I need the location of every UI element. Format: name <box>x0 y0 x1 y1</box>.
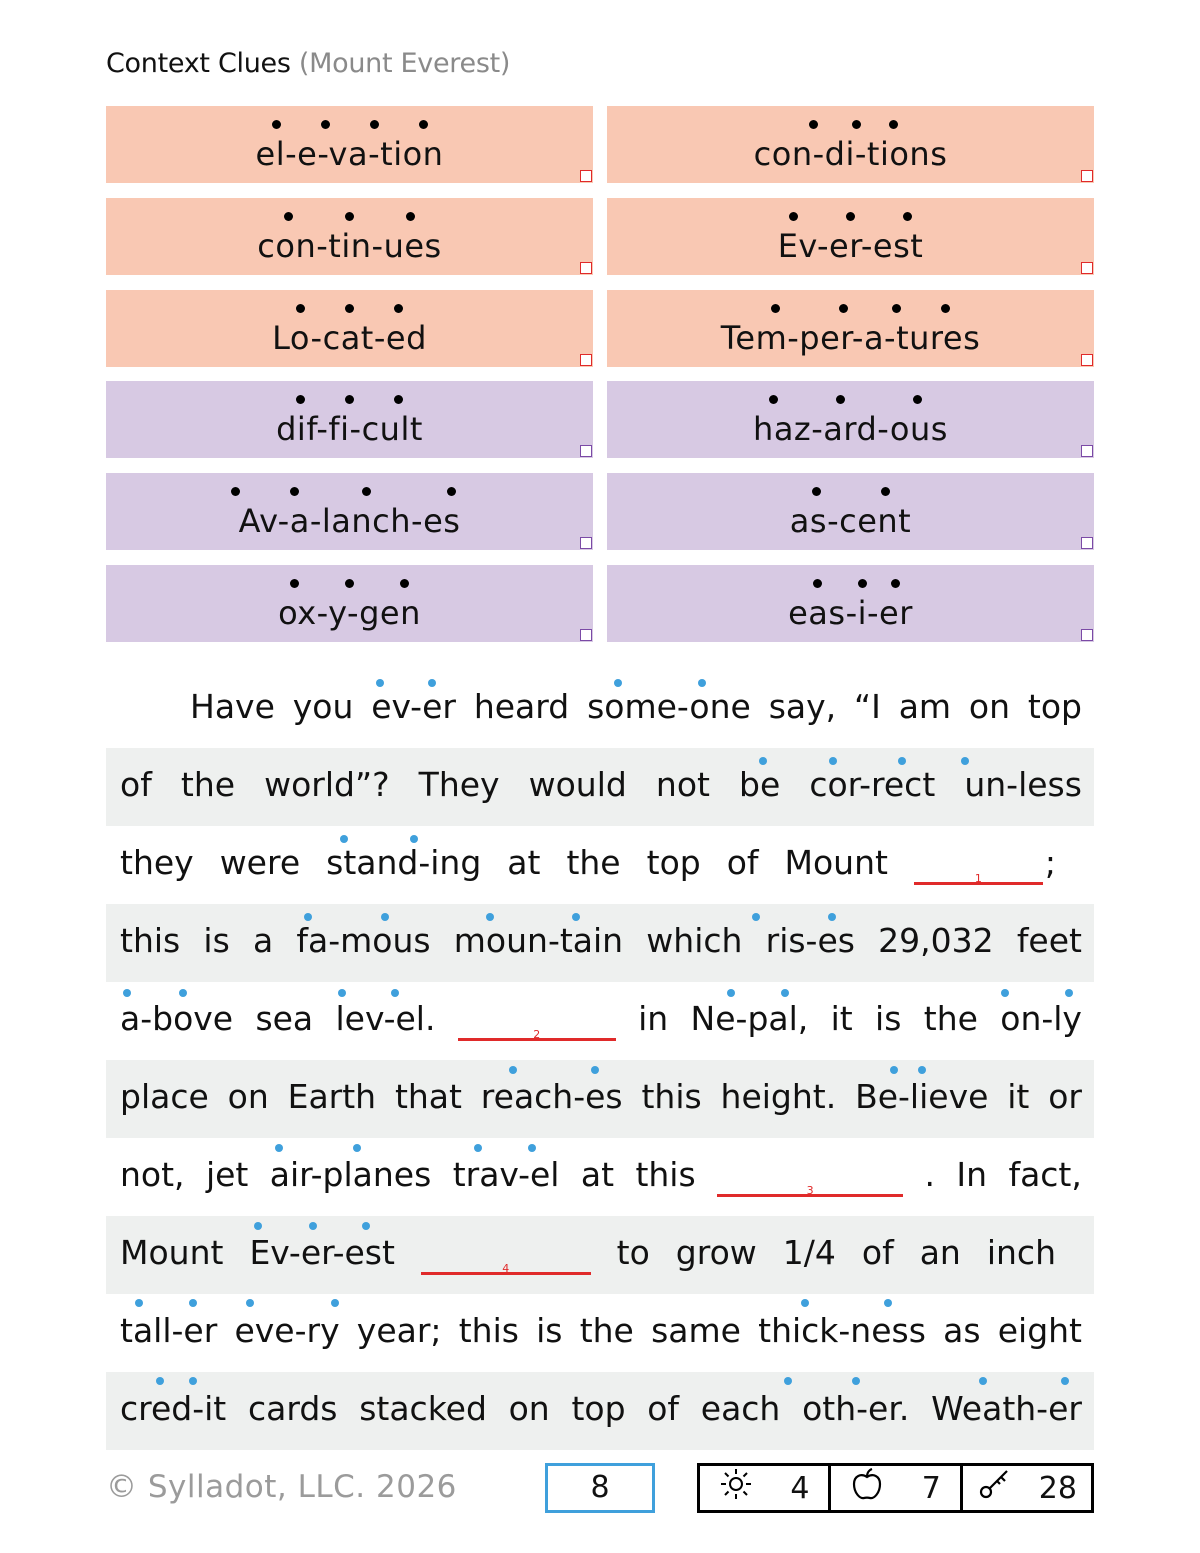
passage-word: say, <box>768 687 837 726</box>
word-text: Ev-er-est <box>777 227 924 265</box>
syllable-dot <box>781 989 789 997</box>
passage-text <box>120 1231 1082 1275</box>
passage-word: In <box>956 1155 988 1194</box>
passage-word: grow <box>675 1233 757 1272</box>
passage-word: this <box>635 1155 696 1194</box>
passage-word: Earth <box>287 1077 377 1116</box>
syllable-dot <box>474 1144 482 1152</box>
passage-word: cards <box>247 1389 338 1428</box>
word-card[interactable] <box>106 290 593 367</box>
syllable-dots <box>106 114 593 128</box>
passage-word: which <box>646 921 743 960</box>
syllable-dots <box>106 481 593 495</box>
passage-word: they <box>120 843 194 882</box>
passage-word: at <box>580 1155 615 1194</box>
stats-box <box>697 1463 1094 1513</box>
syllable-dot <box>572 913 580 921</box>
answer-blank[interactable]: 3 <box>717 1164 903 1197</box>
syllable-dot <box>727 989 735 997</box>
passage-word: fact, <box>1008 1155 1082 1194</box>
sun-icon <box>719 1467 753 1509</box>
passage-word: They <box>418 765 500 804</box>
passage-word: heard <box>473 687 570 726</box>
passage-word: top <box>646 843 701 882</box>
syllable-dot <box>752 913 760 921</box>
passage-line <box>106 1294 1094 1372</box>
passage-word: Mount <box>784 843 888 882</box>
copyright: © Sylladot, LLC. 2026 <box>106 1469 457 1505</box>
passage-word: is <box>203 921 230 960</box>
passage-word: you <box>292 687 354 726</box>
word-card[interactable] <box>106 106 593 183</box>
passage-word: fa-mous <box>296 921 431 960</box>
passage-word: a-bove <box>120 999 234 1038</box>
passage-word: the <box>579 1311 634 1350</box>
passage-word: is <box>536 1311 563 1350</box>
passage-text <box>190 685 1082 729</box>
passage-word: sea <box>255 999 314 1038</box>
passage-text <box>120 997 1082 1041</box>
passage-word: 1/4 <box>782 1233 836 1272</box>
syllable-dots <box>607 481 1094 495</box>
syllable-dot <box>486 913 494 921</box>
passage-word: not, <box>120 1155 185 1194</box>
passage-word: un-less <box>964 765 1082 804</box>
syllable-dot <box>189 1299 197 1307</box>
passage-text <box>120 841 1082 885</box>
passage-word: tall-er <box>120 1311 218 1350</box>
passage-word: an <box>919 1233 961 1272</box>
syllable-dot <box>410 835 418 843</box>
passage-word: were <box>219 843 301 882</box>
passage-word: or <box>1048 1077 1082 1116</box>
syllable-dot <box>254 1222 262 1230</box>
page-number: 8 <box>545 1463 655 1513</box>
syllable-dot <box>759 757 767 765</box>
syllable-dots <box>106 389 593 403</box>
syllable-dot <box>918 1066 926 1074</box>
passage-line <box>106 982 1094 1060</box>
syllable-dot <box>362 1222 370 1230</box>
word-text: Tem-per-a-tures <box>720 319 981 357</box>
passage-line <box>106 904 1094 982</box>
passage-word: Ne-pal, <box>690 999 809 1038</box>
checkbox[interactable] <box>1081 445 1093 457</box>
key-icon <box>977 1467 1011 1509</box>
syllable-dot <box>376 679 384 687</box>
apple-icon <box>850 1467 884 1509</box>
syllable-dot <box>246 1299 254 1307</box>
syllable-dot <box>828 913 836 921</box>
passage-word: to <box>616 1233 650 1272</box>
title-text: Context Clues <box>106 48 291 79</box>
passage-text <box>120 919 1082 963</box>
syllable-dot <box>979 1377 987 1385</box>
passage-word: it <box>830 999 853 1038</box>
passage-word: same <box>651 1311 741 1350</box>
answer-blank[interactable]: 1 <box>914 852 1043 885</box>
passage-word: some-one <box>587 687 751 726</box>
word-card[interactable] <box>607 198 1094 275</box>
syllable-dot <box>340 835 348 843</box>
syllable-dots <box>607 114 1094 128</box>
page-title <box>106 48 510 79</box>
syllable-dot <box>331 1299 339 1307</box>
word-text: con-di-tions <box>753 135 948 173</box>
syllable-dot <box>801 1299 809 1307</box>
passage-word: place <box>120 1077 209 1116</box>
word-card[interactable] <box>607 290 1094 367</box>
passage-word: stacked <box>359 1389 487 1428</box>
passage-word: at <box>507 843 541 882</box>
passage-word: it <box>1007 1077 1030 1116</box>
answer-blank[interactable]: 4 <box>421 1242 591 1275</box>
passage-text <box>120 1387 1082 1431</box>
stat-key <box>963 1466 1091 1510</box>
passage-word: trav-el <box>452 1155 560 1194</box>
passage-word: . <box>924 1155 935 1194</box>
stat-value: 28 <box>1038 1470 1077 1506</box>
passage-line <box>106 826 1094 904</box>
passage-text <box>120 763 1082 807</box>
syllable-dot <box>179 989 187 997</box>
syllable-dots <box>607 389 1094 403</box>
passage-word: on <box>508 1389 550 1428</box>
word-card[interactable] <box>106 198 593 275</box>
passage-word: the <box>566 843 621 882</box>
passage-word: ; <box>1044 843 1056 882</box>
passage-word: the <box>180 765 236 804</box>
passage-word: of <box>861 1233 894 1272</box>
passage-word: of <box>120 765 152 804</box>
syllable-dot <box>353 1144 361 1152</box>
passage-word: be <box>739 765 781 804</box>
syllable-dot <box>275 1144 283 1152</box>
syllable-dot <box>829 757 837 765</box>
passage-line <box>106 1060 1094 1138</box>
passage-word: Have <box>190 687 275 726</box>
passage-word: of <box>647 1389 680 1428</box>
passage-word: Be-lieve <box>855 1077 989 1116</box>
syllable-dot <box>189 1377 197 1385</box>
syllable-dot <box>784 1377 792 1385</box>
word-card[interactable] <box>607 106 1094 183</box>
passage-word: am <box>898 687 952 726</box>
passage-line <box>106 670 1094 748</box>
checkbox[interactable] <box>1081 262 1093 274</box>
passage-line <box>106 748 1094 826</box>
passage-word: would <box>528 765 627 804</box>
passage-word: ris-es <box>765 921 855 960</box>
stat-value: 7 <box>921 1470 941 1506</box>
passage-word: top <box>571 1389 626 1428</box>
syllable-dot <box>509 1066 517 1074</box>
syllable-dot <box>428 679 436 687</box>
checkbox[interactable] <box>580 354 592 366</box>
passage-word: cor-rect <box>809 765 936 804</box>
word-text: ox-y-gen <box>278 594 421 632</box>
word-card[interactable] <box>106 565 593 642</box>
checkbox[interactable] <box>580 537 592 549</box>
passage-word: cred-it <box>120 1389 227 1428</box>
syllable-dots <box>607 206 1094 220</box>
word-card[interactable] <box>607 473 1094 550</box>
word-card[interactable] <box>106 381 593 458</box>
passage-word: Ev-er-est <box>249 1233 395 1272</box>
syllable-dot <box>304 913 312 921</box>
passage-line <box>106 1372 1094 1450</box>
syllable-dot <box>156 1377 164 1385</box>
checkbox[interactable] <box>580 170 592 182</box>
checkbox[interactable] <box>580 262 592 274</box>
stat-sun <box>700 1466 831 1510</box>
passage-word: Weath-er <box>931 1389 1082 1428</box>
word-text: Lo-cat-ed <box>272 319 427 357</box>
syllable-dot <box>890 1066 898 1074</box>
word-text: con-tin-ues <box>257 227 442 265</box>
checkbox[interactable] <box>580 629 592 641</box>
passage-word: on <box>227 1077 269 1116</box>
syllable-dot <box>698 679 706 687</box>
word-text: haz-ard-ous <box>753 410 948 448</box>
passage-word: a <box>252 921 274 960</box>
passage-word: this <box>641 1077 702 1116</box>
word-text: eas-i-er <box>788 594 913 632</box>
passage-word: as <box>943 1311 981 1350</box>
passage-word: each <box>700 1389 781 1428</box>
syllable-dot <box>381 913 389 921</box>
passage-word: not <box>655 765 710 804</box>
passage-line <box>106 1216 1094 1294</box>
passage-word: year; <box>356 1311 442 1350</box>
syllable-dot <box>309 1222 317 1230</box>
passage-word: stand-ing <box>326 843 482 882</box>
checkbox[interactable] <box>1081 537 1093 549</box>
checkbox[interactable] <box>1081 170 1093 182</box>
passage-word: moun-tain <box>453 921 624 960</box>
syllable-dot <box>391 989 399 997</box>
syllable-dot <box>852 1377 860 1385</box>
passage-word: ev-er <box>371 687 456 726</box>
passage-word: of <box>726 843 759 882</box>
passage-word: eight <box>997 1311 1082 1350</box>
syllable-dots <box>106 573 593 587</box>
passage-word: height. <box>720 1077 837 1116</box>
passage-word: is <box>875 999 902 1038</box>
word-card[interactable] <box>607 565 1094 642</box>
checkbox[interactable] <box>1081 629 1093 641</box>
syllable-dot <box>135 1299 143 1307</box>
passage-text <box>120 1153 1082 1197</box>
syllable-dot <box>614 679 622 687</box>
syllable-dot <box>961 757 969 765</box>
word-text: Av-a-lanch-es <box>238 502 461 540</box>
passage-word: Mount <box>120 1233 224 1272</box>
word-text: el-e-va-tion <box>255 135 444 173</box>
syllable-dots <box>106 298 593 312</box>
checkbox[interactable] <box>580 445 592 457</box>
passage-word: on-ly <box>1000 999 1082 1038</box>
syllable-dot <box>123 989 131 997</box>
passage-word: top <box>1027 687 1082 726</box>
word-text: dif-fi-cult <box>276 410 423 448</box>
word-card[interactable] <box>106 473 593 550</box>
passage-word: this <box>458 1311 519 1350</box>
stat-apple <box>831 1466 962 1510</box>
syllable-dot <box>591 1066 599 1074</box>
word-text: as-cent <box>789 502 912 540</box>
syllable-dot <box>884 1299 892 1307</box>
checkbox[interactable] <box>1081 354 1093 366</box>
passage-text <box>120 1309 1082 1353</box>
passage-word: lev-el. <box>335 999 436 1038</box>
answer-blank[interactable]: 2 <box>458 1008 616 1041</box>
syllable-dot <box>898 757 906 765</box>
passage-word: oth-er. <box>802 1389 910 1428</box>
passage-word: “I <box>853 687 881 726</box>
syllable-dot <box>528 1144 536 1152</box>
syllable-dot <box>1065 989 1073 997</box>
syllable-dots <box>607 298 1094 312</box>
passage-word: world”? <box>264 765 390 804</box>
passage-word: reach-es <box>480 1077 623 1116</box>
passage-word: thick-ness <box>758 1311 926 1350</box>
passage-line <box>106 1138 1094 1216</box>
passage-word: inch <box>986 1233 1056 1272</box>
passage-word: the <box>923 999 978 1038</box>
passage-word: eve-ry <box>234 1311 340 1350</box>
passage-word: this <box>120 921 181 960</box>
syllable-dots <box>607 573 1094 587</box>
passage-word: in <box>638 999 669 1038</box>
passage-word: air-planes <box>269 1155 432 1194</box>
passage-word: 29,032 <box>878 921 994 960</box>
syllable-dots <box>106 206 593 220</box>
passage-word: that <box>394 1077 462 1116</box>
word-card[interactable] <box>607 381 1094 458</box>
syllable-dot <box>1061 1377 1069 1385</box>
passage-word: jet <box>205 1155 249 1194</box>
stat-value: 4 <box>790 1470 810 1506</box>
passage-word: on <box>968 687 1011 726</box>
passage-text <box>120 1075 1082 1119</box>
syllable-dot <box>1001 989 1009 997</box>
syllable-dot <box>338 989 346 997</box>
subtitle-text: (Mount Everest) <box>298 48 511 79</box>
passage-word: feet <box>1016 921 1082 960</box>
